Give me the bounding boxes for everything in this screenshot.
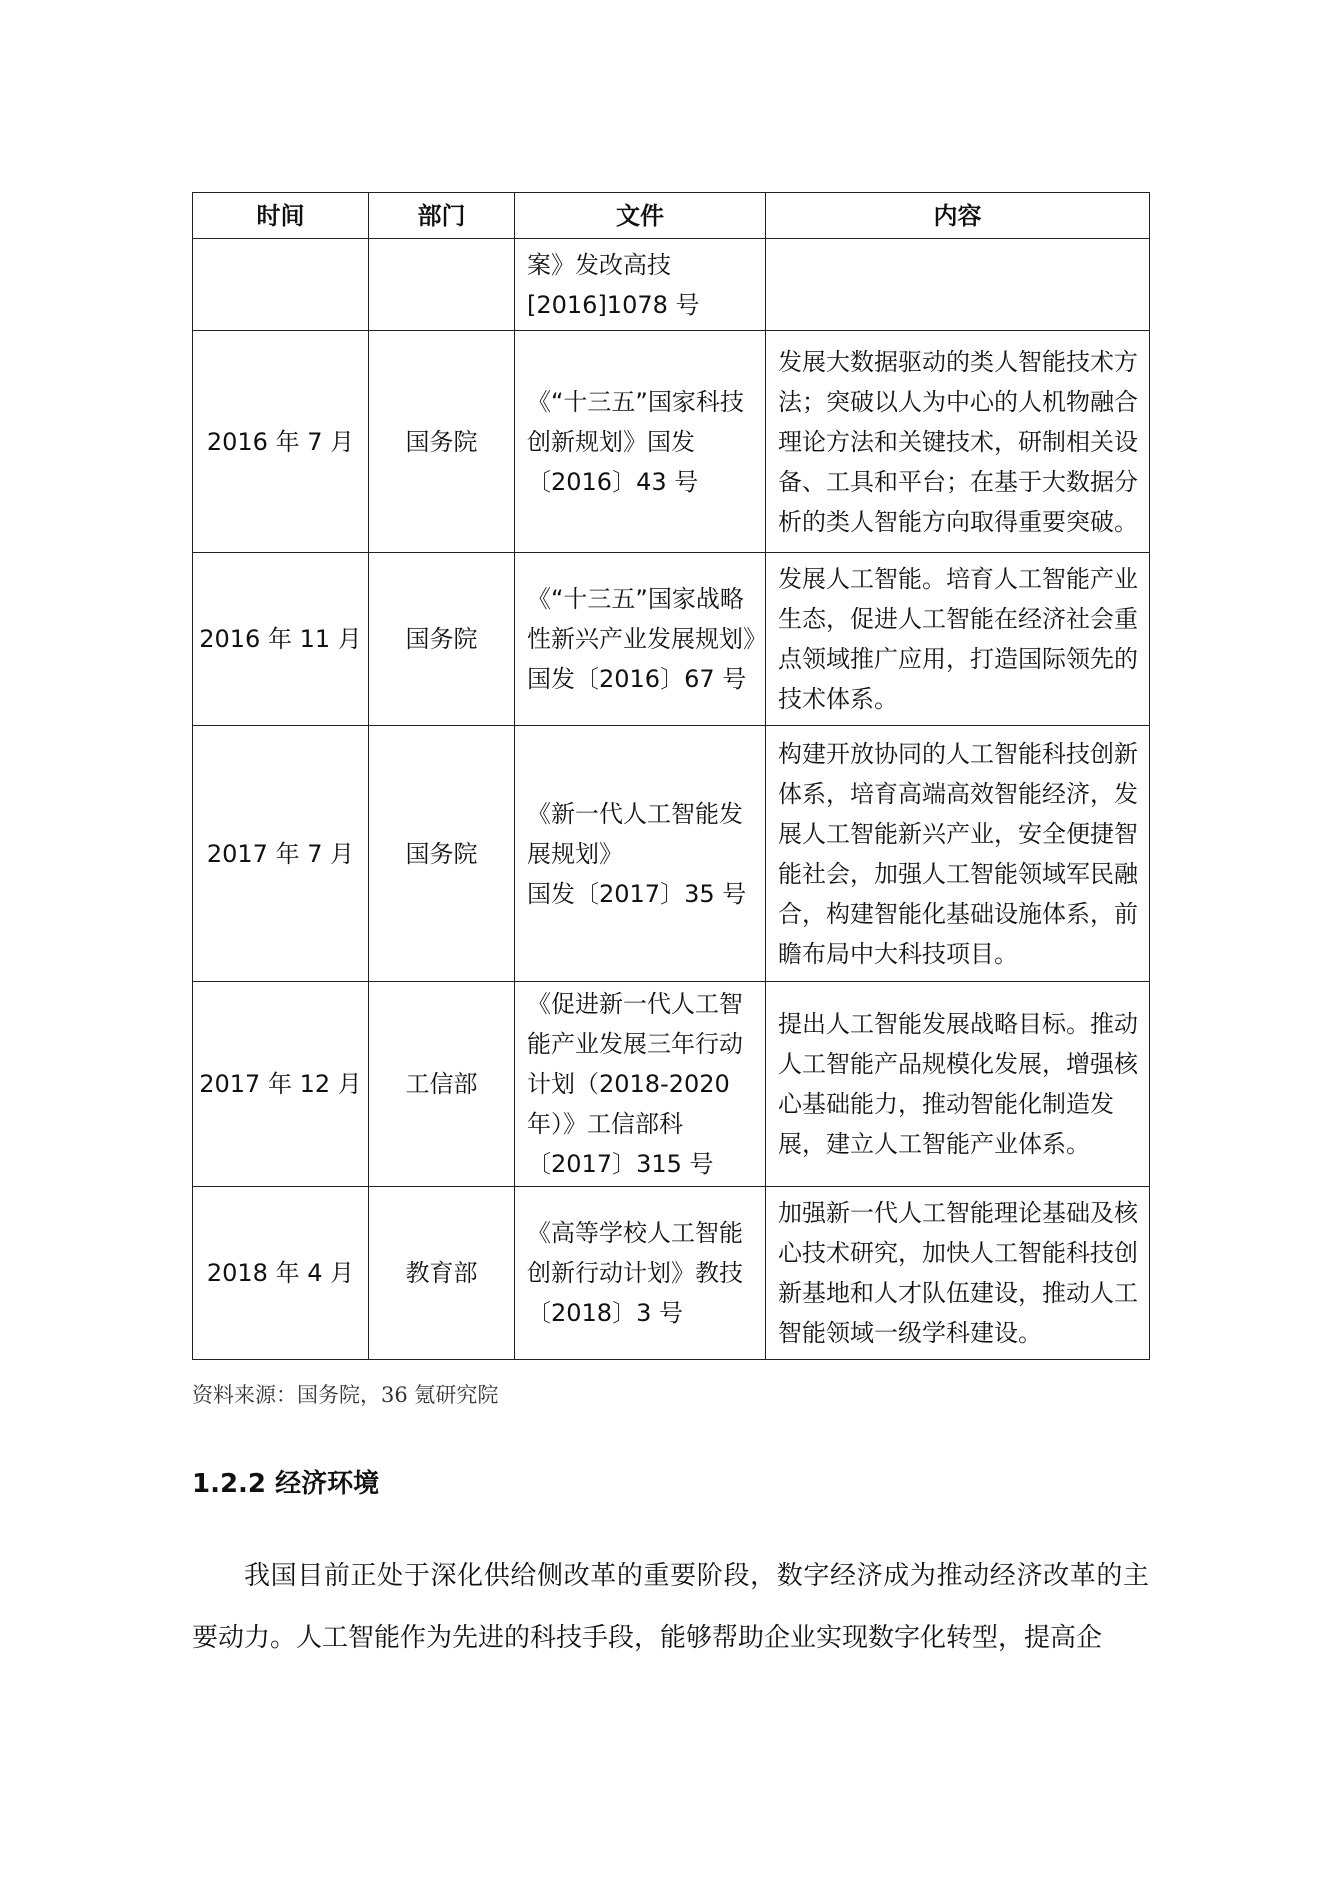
cell-time: 2016 年 11 月 xyxy=(193,553,369,726)
file-line-1: 案》发改高技 xyxy=(527,250,671,279)
cell-time: 2017 年 12 月 xyxy=(193,982,369,1187)
cell-time: 2018 年 4 月 xyxy=(193,1187,369,1360)
section-heading: 1.2.2 经济环境 xyxy=(192,1469,380,1499)
cell-time xyxy=(193,239,369,331)
cell-file: 《促进新一代人工智能产业发展三年行动计划（2018-2020 年）》工信部科〔2017〕315 号 xyxy=(515,982,766,1187)
cell-dept: 国务院 xyxy=(369,331,515,553)
cell-dept: 国务院 xyxy=(369,553,515,726)
file-line-2: [2016]1078 号 xyxy=(527,290,700,319)
table-header-row xyxy=(193,193,1150,239)
header-time: 时间 xyxy=(193,193,369,239)
header-file: 文件 xyxy=(515,193,766,239)
table-row xyxy=(193,331,1150,553)
cell-dept xyxy=(369,239,515,331)
cell-dept: 工信部 xyxy=(369,982,515,1187)
body-paragraph: 我国目前正处于深化供给侧改革的重要阶段，数字经济成为推动经济改革的主要动力。人工智能作为先进的科技手段，能够帮助企业实现数字化转型，提高企 xyxy=(192,1561,1149,1653)
cell-time: 2016 年 7 月 xyxy=(193,331,369,553)
table-row xyxy=(193,239,1150,331)
cell-content: 加强新一代人工智能理论基础及核心技术研究，加快人工智能科技创新基地和人才队伍建设，推动人工智能领域一级学科建设。 xyxy=(766,1187,1150,1360)
cell-dept: 教育部 xyxy=(369,1187,515,1360)
table-row xyxy=(193,726,1150,982)
table-row xyxy=(193,553,1150,726)
cell-file xyxy=(515,726,766,982)
table-source-note: 资料来源：国务院，36 氪研究院 xyxy=(192,1383,499,1407)
table-row xyxy=(193,982,1150,1187)
cell-dept: 国务院 xyxy=(369,726,515,982)
cell-content: 发展大数据驱动的类人智能技术方法；突破以人为中心的人机物融合理论方法和关键技术，研制相关设备、工具和平台；在基于大数据分析的类人智能方向取得重要突破。 xyxy=(766,331,1150,553)
header-content: 内容 xyxy=(766,193,1150,239)
cell-time: 2017 年 7 月 xyxy=(193,726,369,982)
cell-content: 发展人工智能。培育人工智能产业生态，促进人工智能在经济社会重点领域推广应用，打造国际领先的技术体系。 xyxy=(766,553,1150,726)
policy-table xyxy=(192,192,1150,1360)
file-line-1: 《新一代人工智能发展规划》 xyxy=(527,799,743,868)
cell-file: 《高等学校人工智能创新行动计划》教技〔2018〕3 号 xyxy=(515,1187,766,1360)
cell-content: 提出人工智能发展战略目标。推动人工智能产品规模化发展，增强核心基础能力，推动智能化制造发展，建立人工智能产业体系。 xyxy=(766,982,1150,1187)
cell-content: 构建开放协同的人工智能科技创新体系，培育高端高效智能经济，发展人工智能新兴产业，安全便捷智能社会，加强人工智能领域军民融合，构建智能化基础设施体系，前瞻布局中大科技项目。 xyxy=(766,726,1150,982)
cell-file: 《“十三五”国家战略性新兴产业发展规划》国发〔2016〕67 号 xyxy=(515,553,766,726)
cell-content xyxy=(766,239,1150,331)
table-row xyxy=(193,1187,1150,1360)
cell-file xyxy=(515,239,766,331)
header-dept: 部门 xyxy=(369,193,515,239)
cell-file: 《“十三五”国家科技创新规划》国发〔2016〕43 号 xyxy=(515,331,766,553)
file-line-2: 国发〔2017〕35 号 xyxy=(527,879,747,908)
